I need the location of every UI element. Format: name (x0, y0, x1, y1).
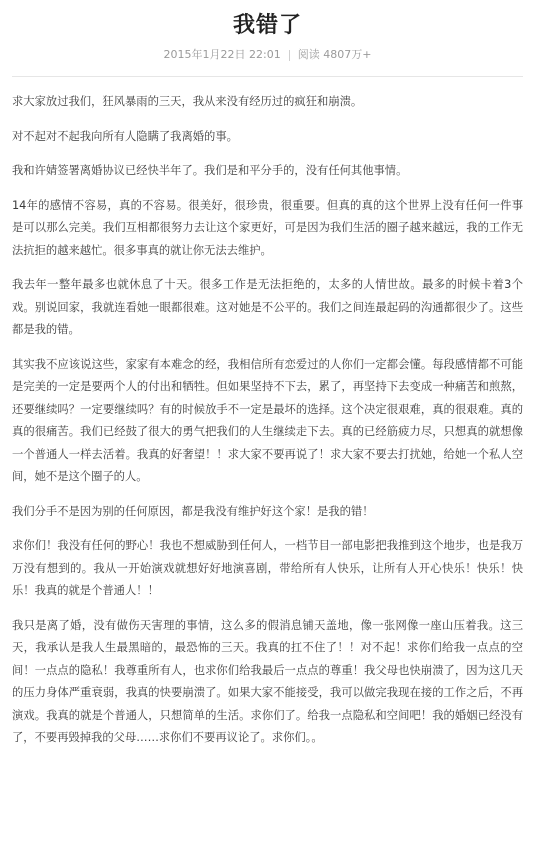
view-count: 阅读 4807万+ (297, 48, 372, 61)
header-divider (12, 76, 523, 77)
paragraph: 对不起对不起我向所有人隐瞒了我离婚的事。 (12, 129, 238, 143)
paragraph: 求你们！我没有任何的野心！我也不想威胁到任何人，一档节目一部电影把我推到这个地步，也是我万万没有想到的。我从一开始演戏就想好好地演喜剧，带给所有人快乐，让所有人开心快乐！快乐！快乐！我真的就是个普通人！！ (12, 539, 523, 597)
paragraph: 我去年一整年最多也就休息了十天。很多工作是无法拒绝的，太多的人情世故。最多的时候卡着3个戏。别说回家，我就连看她一眼都很难。这对她是不公平的。我们之间连最起码的沟通都很少了。这些都是我的错。 (12, 278, 523, 336)
article-meta (12, 48, 523, 62)
paragraph: 14年的感情不容易，真的不容易。很美好，很珍贵，很重要。但真的真的这个世界上没有任何一件事是可以那么完美。我们互相都很努力去让这个家更好，可是因为我们生活的圈子越来越远，我的工作无法抗拒的越来越忙。很多事真的就让你无法去维护。 (12, 198, 523, 257)
paragraph: 我们分手不是因为别的任何原因，都是我没有维护好这个家！是我的错！ (12, 504, 374, 518)
article-title: 我错了 (232, 13, 302, 38)
meta-divider (289, 50, 290, 61)
publish-date: 2015年1月22日 22:01 (163, 48, 281, 61)
paragraph: 求大家放过我们，狂风暴雨的三天，我从来没有经历过的疯狂和崩溃。 (12, 95, 363, 108)
paragraph: 我只是离了婚，没有做伤天害理的事情，这么多的假消息铺天盖地，像一张网像一座山压着我。这三天，我承认是我人生最黑暗的，最恐怖的三天。我真的扛不住了！！对不起！求你们给我一点点的空间！一点点的隐私！我尊重所有人，也求你们给我最后一点点的尊重！我父母也快崩溃了，因为这几天的压力身体严重衰弱，我真的快要崩溃了。如果大家不能接受，我可以做完我现在接的工作之后，不再演戏。我真的就是个普通人，只想简单的生活。求你们了。给我一点隐私和空间吧！我的婚姻已经没有了，不要再毁掉我的父母……求你们不要再议论了。求你们。。 (12, 618, 523, 744)
paragraph: 其实我不应该说这些，家家有本难念的经，我相信所有恋爱过的人你们一定都会懂。每段感情都不可能是完美的一定是要两个人的付出和牺牲。但如果坚持不下去，累了，再坚持下去变成一种痛苦和煎熬，还要继续吗？一定要继续吗？有的时候放手不一定是最坏的选择。这个决定很艰难，真的很艰难。真的真的很痛苦。我们已经鼓了很大的勇气把我们的人生继续走下去。真的已经筋疲力尽，只想真的就想像一个普通人一样去活着。我真的好奢望！！求大家不要再说了！求大家不要去打扰她，给她一个私人空间，她不是这个圈子的人。 (12, 357, 523, 483)
paragraph: 我和许婧签署离婚协议已经快半年了。我们是和平分手的，没有任何其他事情。 (12, 164, 408, 177)
